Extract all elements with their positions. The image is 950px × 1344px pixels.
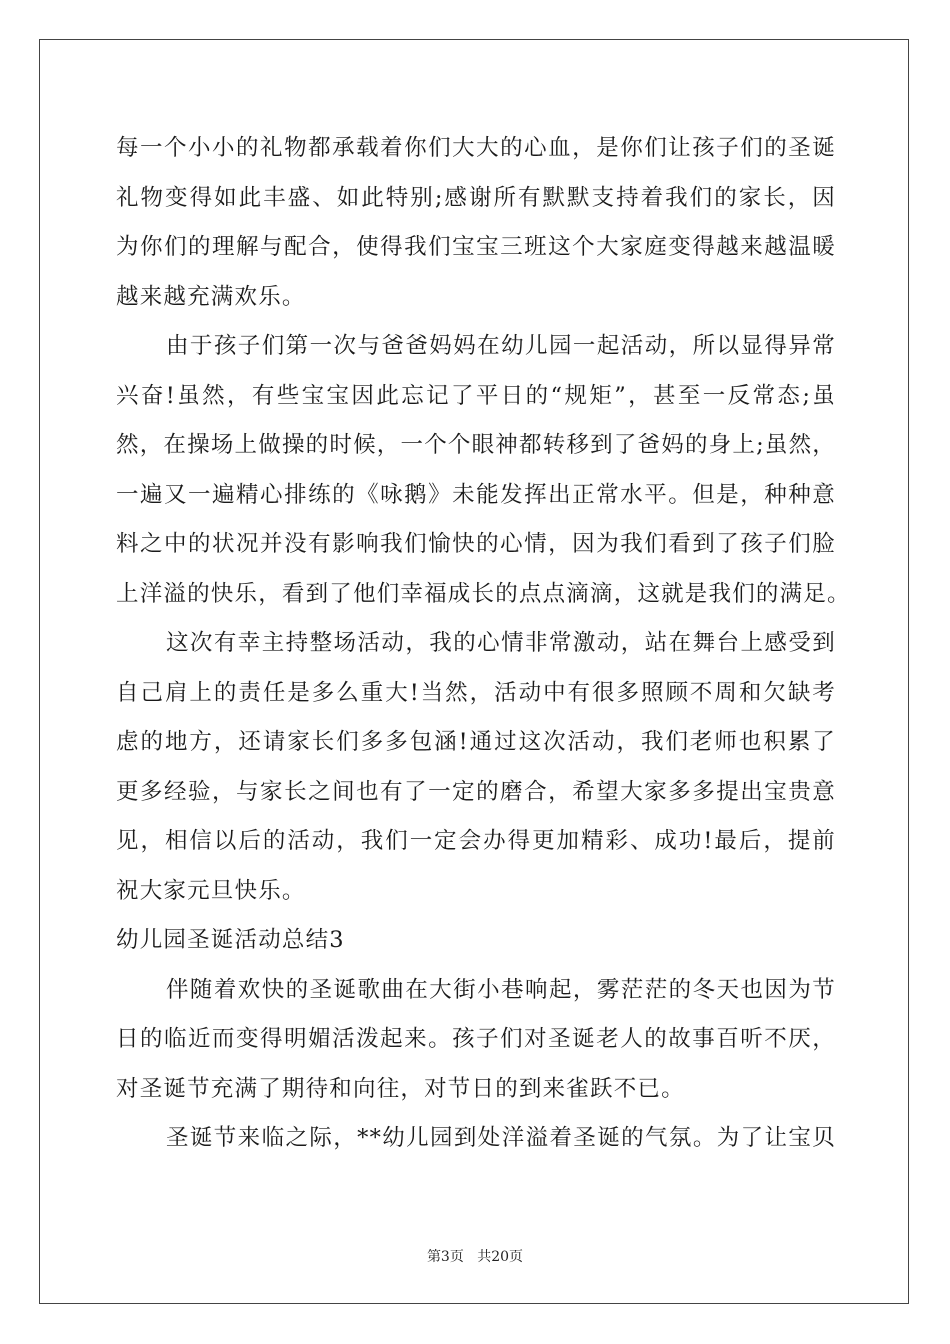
- text-line: 然，在操场上做操的时候，一个个眼神都转移到了爸妈的身上;虽然，: [116, 432, 836, 458]
- page-footer: [0, 1248, 950, 1266]
- text-line: 礼物变得如此丰盛、如此特别;感谢所有默默支持着我们的家长，因: [116, 184, 836, 211]
- text-line: 日的临近而变得明媚活泼起来。孩子们对圣诞老人的故事百听不厌，: [116, 1026, 836, 1052]
- text-line: 上洋溢的快乐，看到了他们幸福成长的点点滴滴，这就是我们的满足。: [116, 580, 851, 607]
- text-line: 对圣诞节充满了期待和向往，对节日的到来雀跃不已。: [116, 1075, 685, 1102]
- text-line: 虑的地方，还请家长们多多包涵!通过这次活动，我们老师也积累了: [116, 729, 836, 755]
- text-line: 更多经验，与家长之间也有了一定的磨合，希望大家多多提出宝贵意: [116, 778, 836, 805]
- text-line: 祝大家元旦快乐。: [116, 877, 306, 904]
- page-total: 共20页: [477, 1249, 524, 1265]
- paragraph-first-line: 由于孩子们第一次与爸爸妈妈在幼儿园一起活动，所以显得异常: [166, 333, 836, 359]
- text-line: 见，相信以后的活动，我们一定会办得更加精彩、成功!最后，提前: [116, 828, 836, 854]
- paragraph-first-line: 伴随着欢快的圣诞歌曲在大街小巷响起，雾茫茫的冬天也因为节: [166, 976, 836, 1003]
- section-heading: 幼儿园圣诞活动总结3: [116, 927, 345, 953]
- page-number: 第3页: [426, 1249, 464, 1265]
- text-line: 一遍又一遍精心排练的《咏鹅》未能发挥出正常水平。但是，种种意: [116, 481, 836, 508]
- text-line: 自己肩上的责任是多么重大!当然，活动中有很多照顾不周和欠缺考: [116, 679, 836, 706]
- document-body: [116, 129, 851, 1169]
- text-line: 为你们的理解与配合，使得我们宝宝三班这个大家庭变得越来越温暖: [116, 234, 836, 260]
- text-line: 兴奋!虽然，有些宝宝因此忘记了平日的“规矩”，甚至一反常态;虽: [116, 382, 836, 409]
- text-line: 每一个小小的礼物都承载着你们大大的心血，是你们让孩子们的圣诞: [116, 135, 836, 161]
- paragraph-first-line: 这次有幸主持整场活动，我的心情非常激动，站在舞台上感受到: [166, 630, 836, 656]
- text-line: 越来越充满欢乐。: [116, 283, 306, 310]
- paragraph-first-line: 圣诞节来临之际，**幼儿园到处洋溢着圣诞的气氛。为了让宝贝: [166, 1125, 836, 1151]
- text-line: 料之中的状况并没有影响我们愉快的心情，因为我们看到了孩子们脸: [116, 531, 836, 557]
